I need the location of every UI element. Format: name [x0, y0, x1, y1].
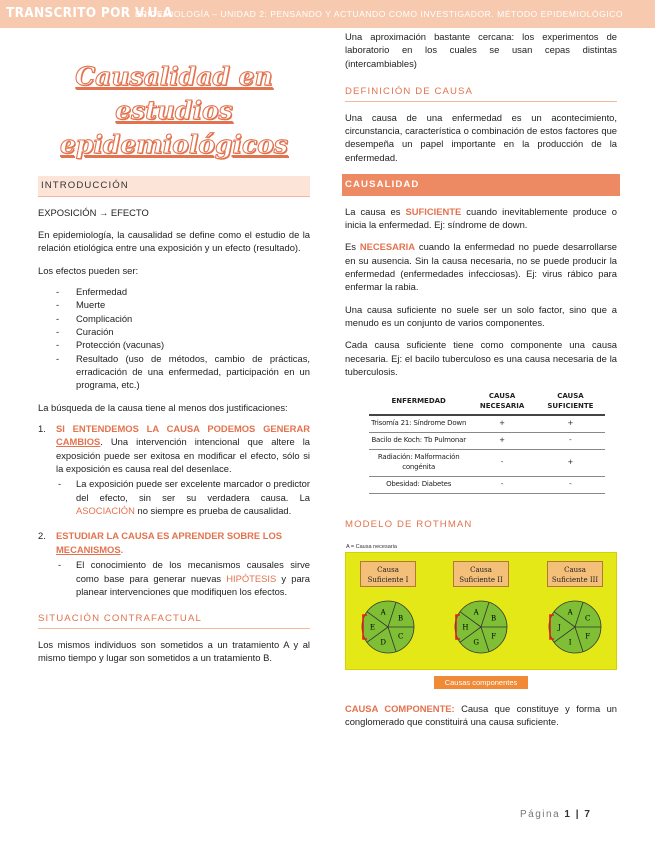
table-cell: Obesidad: Diabetes — [369, 477, 468, 494]
list-item: - Muerte — [38, 298, 310, 311]
heading-causalidad: CAUSALIDAD — [342, 174, 620, 196]
sufficient-paragraph: La causa es SUFICIENTE cuando inevitablemente produce o inicia la enfermedad. Ej: síndrome de down. — [345, 205, 617, 230]
pie-slice-label: G — [473, 637, 479, 646]
table-cell: - — [536, 477, 605, 494]
table-header-cell: CAUSA SUFICIENTE — [536, 390, 605, 415]
counterfactual-paragraph: Los mismos individuos son sometidos a un tratamiento A y al mismo tiempo y lugar son sometidos a un tratamiento B. — [38, 638, 310, 664]
table-cell: Trisomía 21: Síndrome Down — [369, 415, 468, 432]
list-item: - Enfermedad — [38, 285, 310, 298]
justifications-intro: La búsqueda de la causa tiene al menos dos justificaciones: — [38, 401, 288, 413]
right-column — [345, 28, 617, 728]
table-cell: - — [468, 450, 536, 477]
sufficient-cause-box: Causa Suficiente II — [453, 561, 509, 587]
table-cell: - — [468, 477, 536, 494]
pie-slice-label: J — [557, 623, 561, 632]
pie-slice-label: A — [567, 608, 573, 617]
pie-slice-label: C — [584, 613, 591, 622]
causes-table — [369, 390, 605, 494]
pie-slice-label: F — [491, 632, 497, 641]
pie-slice-label: A — [473, 608, 479, 617]
brand-label: TRANSCRITO POR V.U.A — [6, 5, 173, 22]
component-causes-button[interactable]: Causas componentes — [434, 676, 528, 689]
left-column — [38, 28, 310, 665]
exposure-label: EXPOSICIÓN → EFECTO — [38, 206, 149, 218]
table-header-cell: ENFERMEDAD — [369, 390, 468, 415]
page-title: Causalidad en estudios epidemiológicos — [59, 62, 288, 159]
table-header-row — [369, 390, 605, 415]
table-cell: + — [468, 415, 536, 432]
list-item: - Protección (vacunas) — [38, 338, 310, 351]
pie-slice-label: C — [397, 632, 404, 641]
sufficient-cause-pie — [453, 599, 509, 655]
justification-1: 1. SI ENTENDEMOS LA CAUSA PODEMOS GENERAR CAMBIOS. Una intervención intencional que altere la exposición puede ser exitosa en modificar el efecto, sólo si la exposición es causa real del desenlace. - La exposición puede ser excelente marcador o predictor del efecto, sin ser su verdadera causa. La ASOCIACIÓN no siempre es prueba de causalidad. — [38, 422, 310, 517]
justification-2: 2. ESTUDIAR LA CAUSA ES APRENDER SOBRE LOS MECANISMOS. - El conocimiento de los mecanismos causales sirve como base para generar nuevas HIPÓTESIS y para planear intervenciones que modifiquen los efectos. — [38, 529, 310, 598]
table-row — [369, 415, 605, 432]
table-cell: - — [536, 433, 605, 450]
table-header-cell: CAUSA NECESARIA — [468, 390, 536, 415]
pie-slice-label: B — [491, 613, 497, 622]
sufficient-cause-pie — [360, 599, 416, 655]
sufficient-cause-pie — [547, 599, 603, 655]
table-cell: + — [536, 450, 605, 477]
pie-slice-label: A — [380, 608, 386, 617]
table-cell: + — [468, 433, 536, 450]
list-item: - Resultado (uso de métodos, cambio de prácticas, erradicación de una enfermedad, participación en un programa, etc.) — [38, 352, 310, 392]
multi-factor-paragraph: Una causa suficiente no suele ser un solo factor, sino que a menudo es un conjunto de varios componentes. — [345, 303, 617, 329]
pie-slice-label: I — [568, 637, 572, 646]
sufficient-cause-box: Causa Suficiente I — [360, 561, 416, 587]
pie-slice-label: F — [585, 632, 591, 641]
header-subtitle: EPIDEMIOLOGÍA – UNIDAD 2: PENSANDO Y ACTUANDO COMO INVESTIGADOR. MÉTODO EPIDEMIOLÓGICO — [135, 8, 624, 19]
definition-paragraph: Una causa de una enfermedad es un acontecimiento, circunstancia, característica o combinación de estos factores que desempeña un papel importante en la producción de la enfermedad. — [345, 111, 617, 163]
list-item: - El conocimiento de los mecanismos causales sirve como base para generar nuevas HIPÓTESIS y para planear intervenciones que modifiquen los efectos. — [56, 558, 310, 598]
necessary-cause-tag: A = Causa necesaria — [346, 543, 397, 550]
table-row — [369, 450, 605, 477]
list-item: - Complicación — [38, 312, 310, 325]
sufficient-cause-box: Causa Suficiente III — [547, 561, 603, 587]
table-cell: Radiación: Malformación congénita — [369, 450, 468, 477]
pie-slice-label: B — [398, 613, 404, 622]
table-cell: + — [536, 415, 605, 432]
rothman-model-figure — [345, 543, 617, 670]
page-number: Página 1 | 7 — [520, 809, 592, 820]
lab-approx-paragraph: Una aproximación bastante cercana: los experimentos de laboratorio en los cuales se usan cepas distintas (intercambiables) — [345, 31, 617, 69]
effects-intro: Los efectos pueden ser: — [38, 264, 139, 276]
component-cause-paragraph: CAUSA COMPONENTE: Causa que constituye y forma un conglomerado que constituirá una causa suficiente. — [345, 702, 617, 727]
heading-definicion: DEFINICIÓN DE CAUSA — [345, 83, 617, 102]
necessary-paragraph: Es NECESARIA cuando la enfermedad no puede desarrollarse en su ausencia. Sin la causa necesaria, no se puede producir la enfermedad (enfermedades infecciosas). Ej: virus rábico para enfermar la rabia. — [345, 241, 618, 293]
each-cause-paragraph: Cada causa suficiente tiene como componente una causa necesaria. Ej: el bacilo tuberculoso es una causa necesaria de la tuberculosis. — [345, 339, 617, 378]
heading-contrafactual: SITUACIÓN CONTRAFACTUAL — [38, 610, 310, 629]
justifications-list — [38, 422, 310, 598]
pie-slice-label: H — [462, 623, 469, 632]
pie-slice-label: D — [380, 637, 386, 646]
pie-slice-label: E — [369, 623, 375, 632]
document-header — [0, 0, 655, 28]
effects-list — [38, 285, 310, 392]
table-cell: Bacilo de Koch: Tb Pulmonar — [369, 433, 468, 450]
table-row — [369, 433, 605, 450]
intro-paragraph: En epidemiología, la causalidad se define como el estudio de la relación etiológica entre una exposición y un efecto (resultado). — [38, 228, 310, 254]
list-item: - Curación — [38, 325, 310, 338]
table-row — [369, 477, 605, 494]
heading-rothman: MODELO DE ROTHMAN — [345, 518, 473, 530]
list-item: - La exposición puede ser excelente marcador o predictor del efecto, sin ser su verdadera causa. La ASOCIACIÓN no siempre es prueba de causalidad. — [56, 477, 310, 517]
heading-introduccion: INTRODUCCIÓN — [38, 176, 310, 197]
